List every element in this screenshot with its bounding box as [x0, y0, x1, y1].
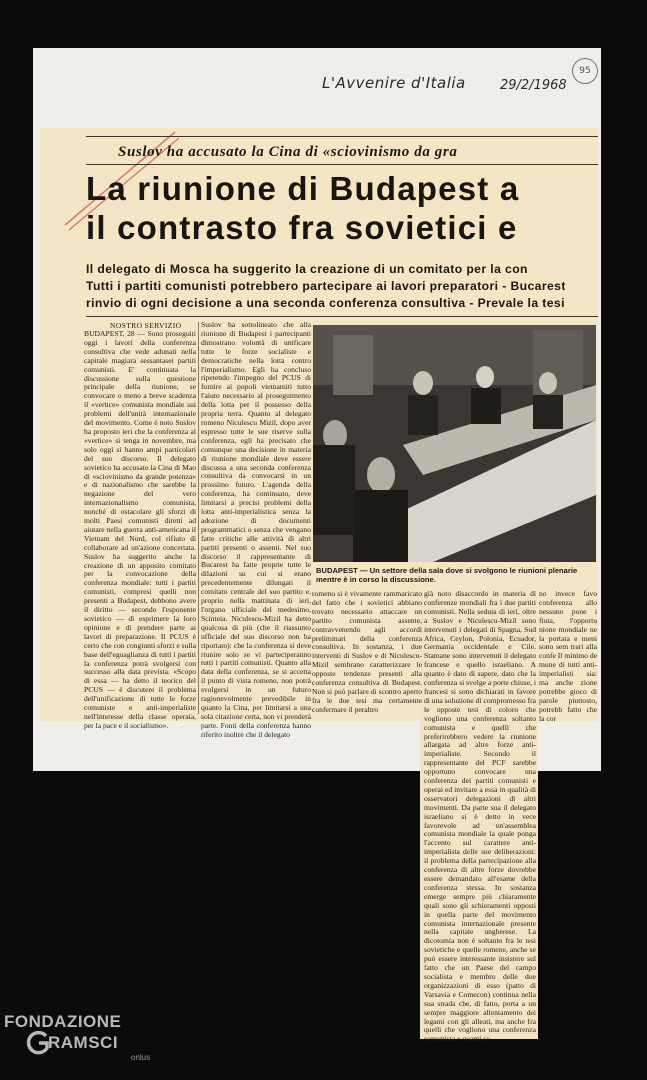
foundation-logo-line-1: FONDAZIONE [4, 1012, 122, 1031]
foundation-logo-g-icon [26, 1030, 50, 1056]
foundation-logo-suffix: onlus [131, 1053, 151, 1062]
photo-window [533, 330, 583, 400]
headline-line-1: La riunione di Budapest a [86, 170, 520, 207]
photo-person-body [471, 388, 501, 424]
kicker: Suslov ha accusato la Cina di «sciovinismo da gra [118, 144, 458, 160]
deck-line-3: rinvio di ogni decisione a una seconda conferenza consultiva - Prevale la tesi [86, 296, 565, 310]
photo-caption: BUDAPEST — Un settore della sala dove si svolgono le riunioni plenarie mentre è in corso la discussione. [316, 566, 578, 584]
photo-person-foreground [367, 457, 395, 493]
photo-window [333, 335, 373, 395]
column-divider [198, 322, 199, 714]
top-rule [86, 136, 598, 137]
article-column-3: romeno si è vivamente rammaricato del fatto che i sovietici abbiano trovato necessario attaccare un partito comunista assente, contravvenendo agli accordi preliminari della conferenza consultiva. In sostanza, i due interventi di Suslov e di Niculescu-Mizil sembrano caratterizzare le opposte tendenze presenti alla conferenza consultiva di Budapest. Non si può parlare di scontro aperto fra le due tesi ma certamente confermare il peraltro [312, 589, 422, 714]
deck-rule [86, 316, 598, 317]
photo-person-body [533, 395, 563, 429]
conference-photo-drawing [313, 325, 596, 562]
article-column-2: Suslov ha sottolineato che alla riunione di Budapest i partecipanti dimostrano volontà di unificare tutte le forze socialiste e democratiche nella lotta contro l'imperialismo. Egli ha concluso ripetendo l'impegno del PCUS di fornire ai popoli vietnamiti tutto l'aiuto necessario al proseguimento della lotta per il possesso della propria terra. Quanto al delegato romeno Niculescu Mizil, dopo aver espresso tutte le sue riserve sulla conferenza, egli ha precisato che comunque una decisione in materia di riunione mondiale deve essere discussa a una seconda conferenza consultiva da convocarsi in un prossimo futuro. L'agenda della conferenza, ha continuato, deve limitarsi a precisi problemi della lotta anti-imperialistica senza la adozione di documenti programmatici o senza che vengano fatte critiche alle attività di altri partiti presenti o assenti. Nel suo discorso il rappresentante di Bucarest ha fatte proprie tutte le dilazioni su cui si erano precedentemente dilungati il comitato centrale del suo partito e, proprio nella mattinata di ieri, l'organo ufficiale del medesimo, Scinteia. Niculescu-Mizil ha detto qualcosa di più (che il riassunto ufficiale del suo discorso non ha riportato): che la conferenza si deve riunire solo se vi parteciperanno tutti i partiti comunisti. Quanto alla data della conferenza, se si accetta il punto di vista romeno, non potrà svolgersi in un futuro ragionevolmente prevedibile in quanto la Cina, per limitarsi a una sola citazione certa, non vi prenderà parte. Fonti della conferenza hanno riferito inoltre che il delegato [201, 320, 311, 739]
handwritten-date: 29/2/1968 [500, 78, 567, 93]
article-column-1: BUDAPEST, 28 — Sono proseguiti oggi i lavori della conferenza consultiva che vede adunati nella capitale magiara sessantasei partiti comunisti. E' continuata la discussione sulla questione principale della riunione, se convocare o meno a breve scadenza il «vertice» comunista mondiale sui problemi dell'unità internazionale del movimento. Come è noto Suslov ha proposto ieri che la conferenza al «vertice» si tenga in novembre, ma solo oggi si hanno ampi particolari del suo discorso. Il delegato sovietico ha accusato la Cina di Mao di «sciovinismo da grande potenza» e di nazionalismo che sarebbe la negazione del vero internazionalismo comunista, nonché di ostacolare gli sforzi di molti Paesi comunisti diretti ad aiutare nella guerra anti-americana il Vietnam del Nord, col rifiuto di collaborare ad un'azione concertata. Suslov ha suggerito anche la creazione di un apposito comitato per la convocazione della conferenza mondiale: tutti i partiti comunisti, compresi quelli non presenti a Budapest, debbono avere il diritto — secondo l'esponente sovietico — di esprimere la loro opinione e di prendere parte ai lavori di preparazione. Il PCUS è certo che con congiunti sforzi e sulla base dell'eguaglianza di tutti i partiti la conferenza potrà svolgersi con successo alla data prevista. «Scopo di essa — ha detto il teorico del PCUS — è discutere il problema dell'unificazione di tutte le forze comuniste e anti-imperialiste nell'interesse della classe operaia, per la pace e il socialismo». [84, 329, 196, 730]
photo-person [539, 372, 557, 394]
service-label: NOSTRO SERVIZIO [110, 321, 182, 330]
headline-line-2: il contrasto fra sovietici e [86, 209, 518, 246]
photo-person [413, 371, 433, 395]
article-column-4: già noto disaccordo in materia di conferenze mondiali fra i due partiti comunisti. Nella seduta di ieri, oltre a Suslov e Niculescu-Mizil sono intervenuti i delegati di Spagna, Sud Africa, Ceylon, Polonia, Ecuador, Germania occidentale e Cile. Stamane sono intervenuti il delegato francese e quello israeliano. A quanto è dato di sapere, dato che la conferenza si svolge a porte chiuse, i francesi si sono dichiarati in favore di una soluzione di compromesso fra le opposte tesi di coloro che vogliono una conferenza soltanto comunista e quelli che preferirebbero vedere la riunione allargata ad altre forze anti-imperialiste. Secondo il rappresentante del PCF sarebbe opportuno convocare una conferenza dei partiti comunisti e operai ed invitare a essa in qualità di osservatori delegazioni di altri movimenti. Da parte sua il delegato israeliano si è detto in vece favorevole ad un'assemblea comunista mondiale la quale ponga l'accento sul carattere anti-imperialista delle sue deliberazioni: il problema della partecipazione alla conferenza di altre forze dovrebbe essere demandato all'esame della conferenza stessa. In sostanza emerge sempre più chiaramente quali sono gli schieramenti opposti in quella parte del movimento comunista internazionale presente nella capitale ungherese. La dicotomia non è soltanto fra le tesi sovietiche e quelle romene, anche se può essere interessante insistere sul fatto che un Paese del campo socialista e membro delle due organizzazioni di esso (patto di Varsavia e Comecon) continua nella sua strada che, di fatto, porta a un sempre maggiore allentamento dei legami con gli alleati, ma anche fra quelli che vogliono una conferenza comunista e quanti so [424, 589, 536, 1044]
deck-line-2: Tutti i partiti comunisti potrebbero partecipare ai lavori preparatori - Bucarest [86, 279, 566, 293]
photo-person [476, 366, 494, 388]
kicker-rule [86, 164, 598, 165]
foundation-logo-line-2: RAMSCI [48, 1033, 119, 1052]
deck-line-1: Il delegato di Mosca ha suggerito la creazione di un comitato per la con [86, 262, 528, 276]
handwritten-source: L'Avvenire d'Italia [322, 74, 466, 92]
photo-person-foreground-body [353, 490, 408, 562]
conference-photo [313, 325, 596, 562]
photo-person-foreground-body [313, 445, 355, 535]
logo-g-stroke [29, 1033, 47, 1053]
photo-person-body [408, 395, 438, 435]
article-column-5: no invece favo conferenza allo nessuno pone i fiuta, l'opportu nione mondiale ne la portata e meni sono sem trari alla confe Il minimo de mune di tutti anti-imperialisti sia: ma anche zione potrebbe gioco di parole piuttosto, potrebb fatto che la cor [539, 589, 597, 723]
archive-stamp: 95 [572, 58, 598, 84]
